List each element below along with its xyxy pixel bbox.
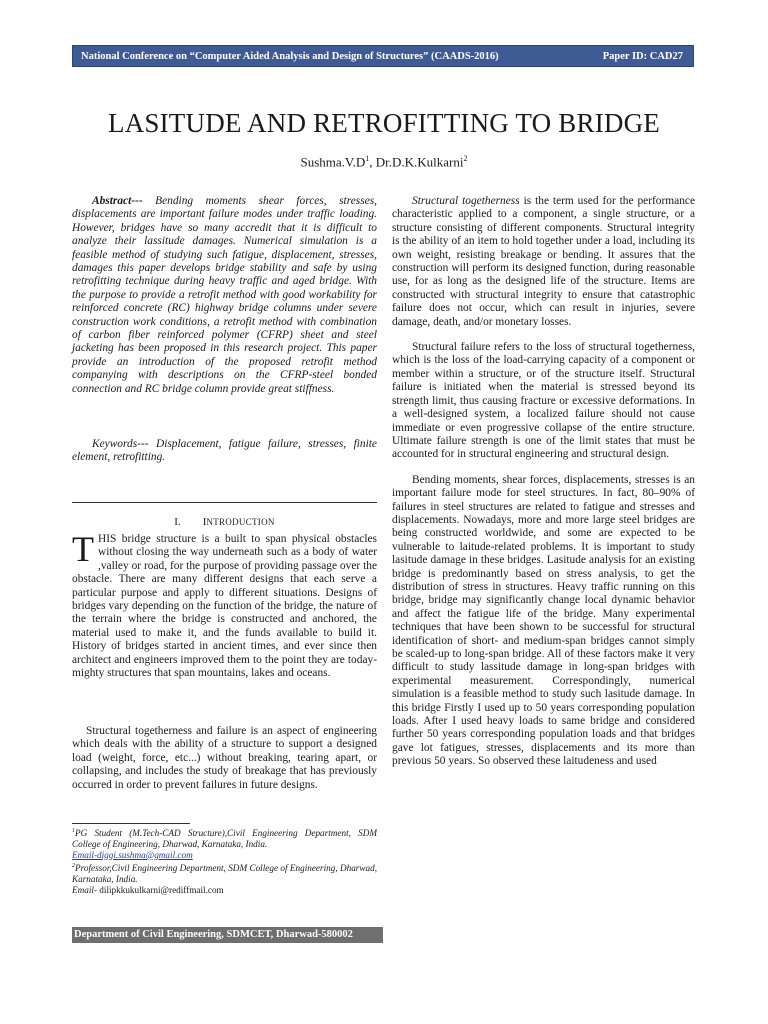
section-heading-introduction <box>72 516 377 528</box>
section-title-initial: I <box>202 516 207 528</box>
paper-id: Paper ID: CAD27 <box>602 51 683 62</box>
right-column <box>392 195 695 781</box>
author-1: Sushma.V.D <box>300 154 366 170</box>
structural-togetherness-term: Structural togetherness <box>412 195 520 207</box>
author-separator: , <box>369 154 376 170</box>
footnote-2-mark: 2 <box>72 862 75 869</box>
department-footer-bar: Department of Civil Engineering, SDMCET, Dharwad-580002 <box>72 927 383 943</box>
section-number: I. <box>174 516 181 528</box>
right-para-1-text: is the term used for the performance characteristic applied to a component, a single structure, or a structure consisting of different components. Structural integrity is the ability of an item to hold together under a load, including its own weight, resisting breakage or bending. It assures that the construction will perform its designed function, during reasonable use, for as long as the designed life of the structure. Items are constructed with structural integrity to ensure that catastrophic failure does not occur, which can result in injuries, severe damage, death, and/or monetary losses. <box>392 195 696 328</box>
right-paragraph-3: Bending moments, shear forces, displacements, stresses is an important failure mode for steel structures. In fact, 80–90% of failures in steel structures are related to fatigue and stresses and displacements. Nowadays, more and more large steel bridges are being constructed worldwide, and some are expected to be vulnerable to laitude-related problems. It is important to study lasitude damage in these bridges. Lasitude analysis for an existing bridge is predominantly based on stress analysis, to get the distribution of stress in structures. Heavy traffic running on this bridge, bridge may significantly change local dynamic behavior and affect the fatigue life of the bridge. Many experimental techniques that have been shown to be successful for structural identification of short- and medium-span bridges cannot simply be scaled-up to long-span bridge. All of these factors make it very difficult to study lassitude damage in long-span bridges with experimental measurement. Correspondingly, numerical simulation is a feasible method to study such lasitude damage. In this bridge Firstly I used up to 50 years corresponding population loads. After I used heavy loads to same bridge and considered further 50 years corresponding population loads and that bridges gave lot fatigues, stresses, displacements and its more than previous 50 years. So observed these laitudeness and used <box>392 473 695 768</box>
introduction-paragraph-2: Structural togetherness and failure is an aspect of engineering which deals with the ability of a structure to support a designed load (weight, force, etc...) without breaking, tearing apart, or collapsing, and includes the study of breakage that has previously occurred in order to prevent failures in future designs. <box>72 725 377 791</box>
author-1-affiliation-mark: 1 <box>365 154 370 163</box>
author-2-affiliation-mark: 2 <box>463 154 468 163</box>
footnote-1-text: PG Student (M.Tech-CAD Structure),Civil Engineering Department, SDM College of Engineering, Dharwad, Karnataka, India. <box>72 828 377 849</box>
introduction-paragraph-1 <box>72 529 377 680</box>
author-2: Dr.D.K.Kulkarni <box>375 154 464 170</box>
intro-para-1-text: HIS bridge structure is a built to span physical obstacles without closing the way underneath such as a body of water ,valley or road, for the purpose of providing passage over the obstacle. There are many different designs that each serve a particular purpose and apply to different situations. Designs of bridges vary depending on the function of the bridge, the nature of the terrain where the bridge is constructed and anchored, the material used to make it, and the funds available to build it. History of bridges started in ancient times, and ever since then architect and engineers improved them to the point they are today-mighty structures that span mountains, lakes and oceans. <box>72 533 377 680</box>
abstract-label: Abstract--- <box>92 195 143 207</box>
author-line <box>0 154 768 170</box>
footnote-1-mark: 1 <box>72 828 75 834</box>
keywords: Keywords--- Displacement, fatigue failure, stresses, finite element, retrofitting. <box>72 438 377 464</box>
paper-title: LASITUDE AND RETROFITTING TO BRIDGE <box>108 108 660 138</box>
abstract-divider <box>72 502 377 503</box>
footnote-2-email: - dilipkkukulkarni@rediffmail.com <box>93 884 224 895</box>
footnotes <box>72 826 377 896</box>
drop-cap: T <box>72 529 94 569</box>
conference-header-bar <box>72 45 694 67</box>
abstract-text: Bending moments shear forces, stresses, displacements are important failure modes under traffic loading. However, bridges have so many accredit that it is difficult to analyze their lassitude damages. Numerical simulation is a feasible method of studying such fatigue, displacement, stresses, damages this paper develops bridge stability and safe by using retrofitting technique during heavy traffic and aged bridge. With the purpose to provide a retrofit method with good workability for reinforced concrete (RC) highway bridge columns under severe construction work conditions, a retrofit method with combination of carbon fiber reinforced polymer (CFRP) sheet and steel jacketing has been proposed in this research project. This paper provide an introduction of the proposed retrofit method companying with descriptions on the CFRP-steel bonded connection and RC bridge column provide great stiffness. <box>72 195 377 395</box>
footnote-divider <box>72 823 190 824</box>
footnote-2-text: Professor,Civil Engineering Department, SDM College of Engineering, Dharwad, Karnataka, India. <box>72 862 377 884</box>
footnote-1-email-link[interactable]: Email-diggi.sushma@gmail.com <box>72 849 193 860</box>
right-paragraph-1 <box>392 195 695 329</box>
section-title-rest: NTRODUCTION <box>206 517 275 527</box>
abstract <box>72 195 377 396</box>
footnote-2-email-label: Email <box>72 884 94 895</box>
conference-name: National Conference on “Computer Aided Analysis and Design of Structures” (CAADS-2016) <box>81 51 499 62</box>
right-paragraph-2: Structural failure refers to the loss of structural togetherness, which is the loss of the load-carrying capacity of a component or member within a structure, or of the structure itself. Structural failure is initiated when the material is stressed beyond its strength limit, thus causing fracture or excessive deformations. In a well-designed system, a localized failure should not cause immediate or even progressive collapse of the entire structure. Ultimate failure strength is one of the limit states that must be accounted for in structural engineering and structural design. <box>392 341 695 461</box>
